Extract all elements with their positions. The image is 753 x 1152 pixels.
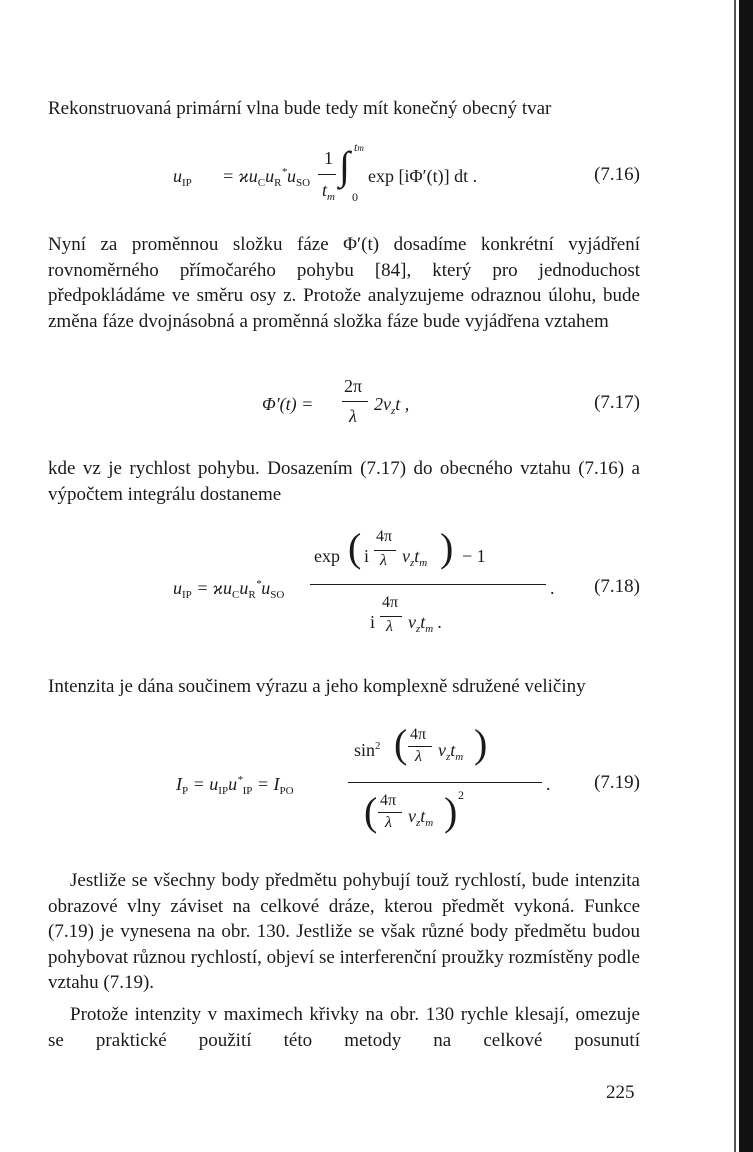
paragraph-6: Protože intenzity v maximech křivky na obr. 130 rychle klesají, omezuje se praktické použití této metody na celkové posunutí bbox=[48, 1004, 640, 1051]
page-edge-shadow bbox=[739, 0, 753, 1152]
equation-7-19 bbox=[48, 722, 640, 856]
eq718-den-vt: $v_zt_m$ . bbox=[408, 612, 443, 635]
eq719-lhs: $I_P = u_{IP}u^*_{IP} = I_{PO}$ bbox=[176, 774, 294, 797]
eq717-lhs: Φ′(t) = bbox=[262, 394, 314, 414]
eq717-rest: $2v_zt$ , bbox=[374, 394, 410, 417]
paragraph-5: Jestliže se všechny body předmětu pohybují touž rychlostí, bude intenzita obrazové vlny záviset na celkové dráze, kterou předmět vykoná. Funkce (7.19) je vynesena na obr. 130. Jestliže se však různé body předmětu budou pohybovat různou rychlostí, objeví se interferenční proužky rozmístěny podle vztahu (7.19). bbox=[48, 870, 640, 993]
eq718-left-paren: ( bbox=[348, 525, 362, 570]
eq719-bot-frac-num: 4π bbox=[380, 792, 397, 809]
eq718-inner-bar bbox=[374, 550, 396, 551]
eq718-period: . bbox=[550, 578, 555, 598]
eq717-num: 2π bbox=[344, 376, 363, 396]
page-number: 225 bbox=[606, 1082, 635, 1103]
paragraph-4: Intenzita je dána součinem výrazu a jeho komplexně sdružené veličiny bbox=[48, 676, 586, 697]
paragraph-3: kde vz je rychlost pohybu. Dosazením (7.17) do obecného vztahu (7.16) a výpočtem integrálu dostaneme bbox=[48, 458, 640, 505]
eq719-number: (7.19) bbox=[594, 772, 640, 793]
integral-sign: ∫ bbox=[339, 143, 350, 188]
page-edge-line bbox=[734, 0, 736, 1152]
eq718-num-frac-num: 4π bbox=[376, 528, 393, 545]
eq716-integrand: exp [iΦ′(t)] dt . bbox=[368, 166, 478, 186]
eq716-coef: 1 bbox=[324, 148, 333, 168]
eq717-frac-bar bbox=[342, 401, 368, 402]
paragraph-2: Nyní za proměnnou složku fáze Φ′(t) dosadíme konkrétní vyjádření rovnoměrného přímočarého pohybu [84], který pro jednoduchost předpokládáme ve směru osy z. Protože analyzujeme odraznou úlohu, bude změna fáze dvojnásobná a proměnná složka fáze bude vyjádřena vztahem bbox=[48, 234, 640, 332]
eq717-den: λ bbox=[349, 406, 357, 426]
eq719-main-bar bbox=[348, 782, 542, 783]
eq718-num-frac-den: λ bbox=[380, 552, 387, 569]
eq719-sin: $\sin^2$ bbox=[354, 740, 381, 760]
eq719-bot-left-paren: ( bbox=[364, 789, 378, 834]
eq719-top-frac-num: 4π bbox=[410, 726, 427, 743]
paragraph-1: Rekonstruovaná primární vlna bude tedy mít konečný obecný tvar bbox=[48, 98, 552, 119]
eq716-lhs: $u_{IP}$ bbox=[173, 166, 192, 189]
eq718-exp: exp bbox=[314, 546, 340, 566]
eq719-top-frac-den: λ bbox=[415, 748, 422, 765]
equation-7-18 bbox=[48, 520, 640, 660]
eq718-den-frac-den: λ bbox=[386, 618, 393, 635]
eq718-den-bar bbox=[380, 616, 402, 617]
equation-7-16 bbox=[48, 140, 640, 220]
eq719-bot-right-paren: ) bbox=[444, 789, 458, 834]
eq719-period: . bbox=[546, 774, 551, 794]
eq718-minus-one: − 1 bbox=[462, 546, 486, 566]
eq716-rhs-prefix: = $ϰu_Cu_R^*u_{SO}$ bbox=[222, 166, 311, 189]
eq716-frac-bar bbox=[318, 174, 336, 175]
eq719-top-vt: $v_zt_m$ bbox=[438, 740, 464, 763]
eq716-number: (7.16) bbox=[594, 164, 640, 185]
eq718-lhs: $u_{IP} = ϰu_Cu_R^*u_{SO}$ bbox=[173, 578, 285, 601]
eq717-number: (7.17) bbox=[594, 392, 640, 413]
eq718-number: (7.18) bbox=[594, 576, 640, 597]
eq718-vt: $v_zt_m$ bbox=[402, 546, 428, 569]
eq718-den-frac-num: 4π bbox=[382, 594, 399, 611]
eq716-denom: $t_m$ bbox=[322, 180, 335, 203]
eq719-top-inner-bar bbox=[408, 746, 432, 747]
equation-7-17 bbox=[48, 376, 640, 456]
eq719-bot-frac-den: λ bbox=[385, 814, 392, 831]
eq719-top-right-paren: ) bbox=[474, 721, 488, 766]
eq718-main-bar bbox=[310, 584, 546, 585]
eq718-right-paren: ) bbox=[440, 525, 454, 570]
eq719-bot-inner-bar bbox=[378, 812, 402, 813]
eq716-upper-limit: tm bbox=[354, 140, 364, 154]
eq718-i: i bbox=[364, 546, 370, 566]
eq719-top-left-paren: ( bbox=[394, 721, 408, 766]
eq719-bot-vt: $v_zt_m$ bbox=[408, 806, 434, 829]
eq716-lower-limit: 0 bbox=[352, 190, 358, 204]
eq719-square: 2 bbox=[458, 788, 464, 802]
eq718-den-i: i bbox=[370, 612, 376, 632]
